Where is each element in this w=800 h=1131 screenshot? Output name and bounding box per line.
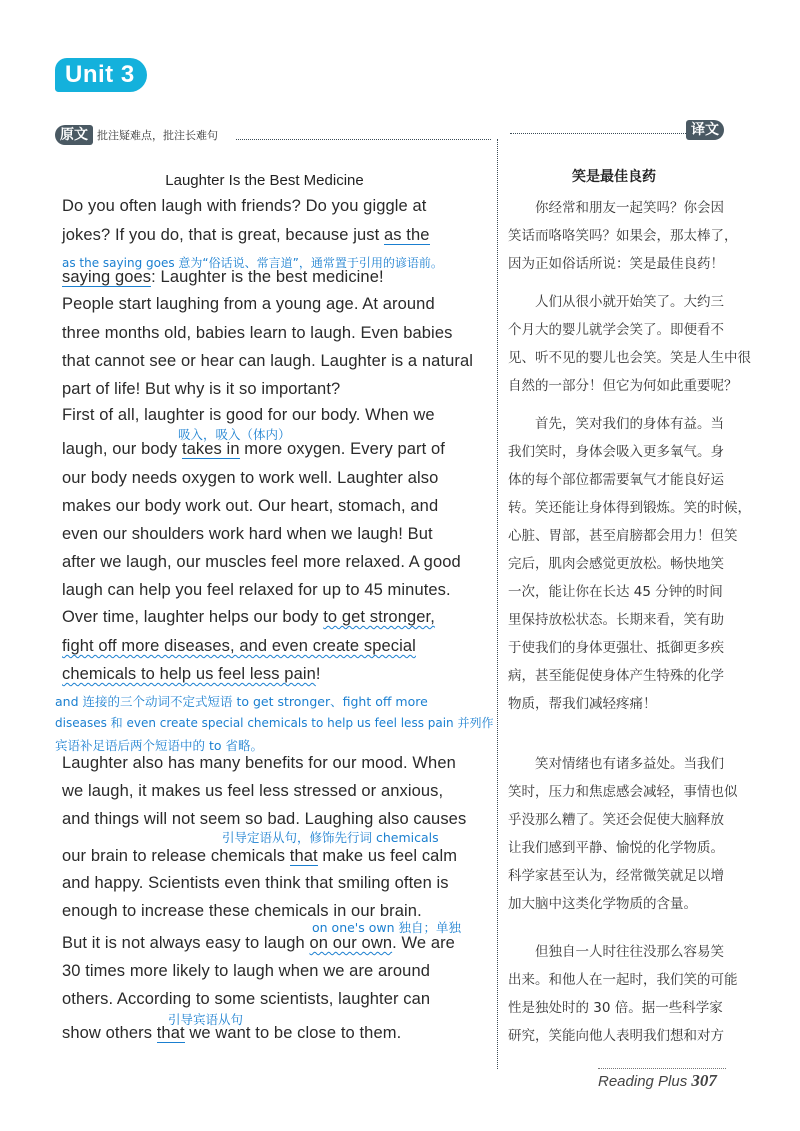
- english-line: [62, 665, 321, 684]
- original-tab: 原文: [55, 125, 93, 145]
- text-segment: we laugh, it makes us feel less stressed or anxious,: [62, 782, 444, 800]
- english-line: [62, 406, 435, 425]
- original-note: 批注疑难点，批注长难句: [97, 129, 218, 142]
- english-line: [62, 469, 438, 488]
- unit-badge: Unit 3: [55, 58, 147, 92]
- english-line: [62, 525, 433, 544]
- english-line: [62, 990, 430, 1009]
- underlined-phrase: on our own: [309, 934, 393, 952]
- chinese-line: 笑时，压力和焦虑感会减轻，事情也似: [508, 784, 738, 800]
- underlined-phrase: as the: [383, 226, 430, 244]
- original-text-header: [55, 124, 218, 146]
- text-segment: make us feel calm: [317, 847, 458, 865]
- divider-top-right: [510, 133, 688, 134]
- annotation-infinitives-3: 宾语补足语后两个短语中的 to 省略。: [55, 738, 263, 753]
- annotation-that-chemicals: 引导定语从句，修饰先行词 chemicals: [222, 830, 439, 845]
- chinese-line: 笑对情绪也有诸多益处。当我们: [535, 756, 724, 772]
- chinese-title: 笑是最佳良药: [572, 169, 656, 185]
- english-line: [62, 754, 456, 773]
- text-segment: that cannot see or hear can laugh. Laughter is a natural: [62, 352, 474, 370]
- page-footer: [598, 1068, 726, 1091]
- english-line: [62, 847, 457, 866]
- chinese-line: 科学家甚至认为，经常微笑就足以增: [508, 868, 724, 884]
- text-segment: jokes? If you do, that is great, because just: [62, 226, 384, 244]
- underlined-phrase: that: [289, 847, 318, 865]
- annotation-saying-goes: as the saying goes 意为“俗话说、常言道”，通常置于引用的谚语前。: [62, 256, 443, 270]
- chinese-line: 你经常和朋友一起笑吗？你会因: [535, 200, 724, 216]
- english-line: [62, 197, 426, 216]
- text-segment: and things will not seem so bad. Laughing also causes: [62, 810, 467, 828]
- chinese-line: 首先，笑对我们的身体有益。当: [535, 416, 724, 432]
- text-segment: . We are: [392, 934, 455, 952]
- chinese-line: 一次，能让你在长达 45 分钟的时间: [508, 584, 723, 600]
- english-line: [62, 497, 438, 516]
- text-segment: 30 times more likely to laugh when we are around: [62, 962, 430, 980]
- text-segment: laugh, our body: [62, 440, 182, 458]
- chinese-line: 性是独处时的 30 倍。据一些科学家: [508, 1000, 723, 1016]
- text-segment: But it is not always easy to laugh: [62, 934, 310, 952]
- chinese-line: 但独自一人时往往没那么容易笑: [535, 944, 724, 960]
- english-line: [62, 553, 461, 572]
- chinese-line: 出来。和他人在一起时，我们笑的可能: [508, 972, 738, 988]
- underlined-phrase: that: [156, 1024, 185, 1042]
- text-segment: after we laugh, our muscles feel more relaxed. A good: [62, 553, 461, 571]
- text-segment: more oxygen. Every part of: [239, 440, 445, 458]
- english-line: [62, 295, 435, 314]
- english-line: [62, 962, 430, 981]
- annotation-that-object: 引导宾语从句: [168, 1012, 244, 1027]
- text-segment: Do you often laugh with friends? Do you giggle at: [62, 197, 427, 215]
- text-segment: three months old, babies learn to laugh. Even babies: [62, 324, 453, 342]
- english-line: [62, 352, 473, 371]
- chinese-line: 体的每个部位都需要氧气才能良好运: [508, 472, 724, 488]
- chinese-line: 转。笑还能让身体得到锻炼。笑的时候，: [508, 500, 751, 516]
- footer-label: Reading Plus: [598, 1073, 688, 1090]
- english-line: [62, 608, 435, 627]
- english-title: Laughter Is the Best Medicine: [165, 172, 364, 189]
- chinese-line: 我们笑时，身体会吸入更多氧气。身: [508, 444, 724, 460]
- annotation-infinitives-1: and 连接的三个动词不定式短语 to get stronger、fight off more: [55, 694, 428, 709]
- chinese-line: 心脏、胃部，甚至肩膀都会用力！但笑: [508, 528, 738, 544]
- annotation-takes-in: 吸入，吸入（体内）: [178, 427, 291, 442]
- english-line: [62, 226, 430, 245]
- text-segment: laugh can help you feel relaxed for up to 45 minutes.: [62, 581, 451, 599]
- chinese-line: 笑话而咯咯笑吗？如果会，那太棒了，: [508, 228, 738, 244]
- text-segment: and happy. Scientists even think that smiling often is: [62, 874, 449, 892]
- underlined-phrase: to get stronger,: [323, 608, 435, 626]
- chinese-line: 见、听不见的婴儿也会笑。笑是人生中很: [508, 350, 751, 366]
- english-line: [62, 934, 455, 953]
- annotation-on-our-own: on one's own 独自；单独: [312, 920, 461, 935]
- chinese-line: 病，甚至能促使身体产生特殊的化学: [508, 668, 724, 684]
- underlined-phrase: takes in: [181, 440, 240, 458]
- chinese-line: 自然的一部分！但它为何如此重要呢？: [508, 378, 738, 394]
- divider-top-left: [236, 139, 491, 140]
- text-segment: enough to increase these chemicals in our brain.: [62, 902, 422, 920]
- text-segment: show others: [62, 1024, 157, 1042]
- underlined-phrase: fight off more diseases, and even create special: [62, 637, 416, 655]
- english-line: [62, 782, 443, 801]
- text-segment: our brain to release chemicals: [62, 847, 290, 865]
- english-line: [62, 581, 451, 600]
- text-segment: others. According to some scientists, laughter can: [62, 990, 431, 1008]
- translation-tab: 译文: [686, 120, 724, 140]
- text-segment: even our shoulders work hard when we laugh! But: [62, 525, 433, 543]
- annotation-infinitives-2: diseases 和 even create special chemicals to help us feel less pain 并列作: [55, 716, 494, 730]
- english-line: [62, 810, 466, 829]
- english-line: [62, 874, 449, 893]
- english-line: [62, 380, 340, 399]
- chinese-line: 人们从很小就开始笑了。大约三: [535, 294, 724, 310]
- text-segment: we want to be close to them.: [184, 1024, 402, 1042]
- text-segment: First of all, laughter is good for our body. When we: [62, 406, 435, 424]
- chinese-line: 于使我们的身体更强壮、抵御更多疾: [508, 640, 724, 656]
- chinese-line: 让我们感到平静、愉悦的化学物质。: [508, 840, 724, 856]
- underlined-phrase: saying goes: [62, 268, 152, 286]
- chinese-line: 乎没那么糟了。笑还会促使大脑释放: [508, 812, 724, 828]
- text-segment: Laughter also has many benefits for our mood. When: [62, 754, 456, 772]
- chinese-line: 因为正如俗话所说：笑是最佳良药！: [508, 256, 724, 272]
- underlined-phrase: chemicals to help us feel less pain: [62, 665, 316, 683]
- chinese-line: 里保持放松状态。长期来看，笑有助: [508, 612, 724, 628]
- text-segment: People start laughing from a young age. At around: [62, 295, 435, 313]
- chinese-line: 个月大的婴儿就学会笑了。即便看不: [508, 322, 724, 338]
- chinese-line: 完后，肌肉会感觉更放松。畅快地笑: [508, 556, 724, 572]
- text-segment: our body needs oxygen to work well. Laughter also: [62, 469, 439, 487]
- chinese-line: 物质，帮我们减轻疼痛！: [508, 696, 657, 712]
- chinese-line: 研究，笑能向他人表明我们想和对方: [508, 1028, 724, 1044]
- english-line: [62, 324, 452, 343]
- text-segment: makes our body work out. Our heart, stomach, and: [62, 497, 439, 515]
- chinese-line: 加大脑中这类化学物质的含量。: [508, 896, 697, 912]
- text-segment: !: [315, 665, 321, 683]
- english-line: [62, 637, 416, 656]
- text-segment: part of life! But why is it so important?: [62, 380, 341, 398]
- text-segment: : Laughter is the best medicine!: [151, 268, 384, 286]
- column-divider: [497, 139, 498, 1069]
- text-segment: Over time, laughter helps our body: [62, 608, 324, 626]
- page-number: 307: [691, 1071, 717, 1090]
